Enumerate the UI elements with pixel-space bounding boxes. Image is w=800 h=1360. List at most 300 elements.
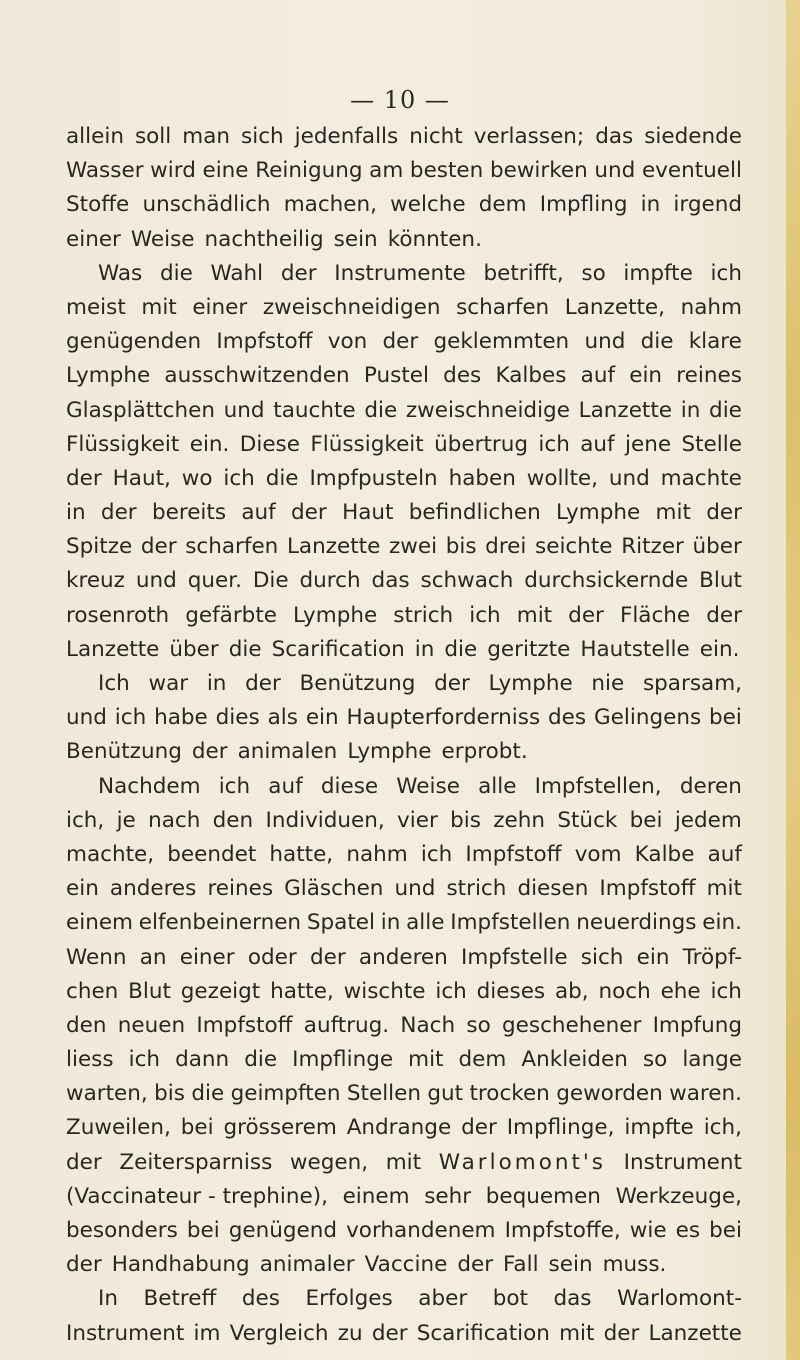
word: strich [393, 602, 454, 628]
word: geschehener [502, 1012, 642, 1038]
word: durchsickernde [524, 568, 689, 594]
word: sein [333, 226, 378, 252]
word: betrifft, [483, 260, 564, 286]
word: mit [516, 602, 553, 628]
word: der [100, 500, 137, 526]
word: in [206, 671, 227, 696]
word: geklemmten [433, 329, 570, 355]
word: auf [580, 431, 615, 457]
word: Ich [98, 671, 130, 696]
word: diesen [517, 876, 589, 902]
word: des [241, 1286, 280, 1312]
word: Andrange [346, 1115, 452, 1141]
text-line [66, 633, 742, 667]
word: unschädlich [142, 192, 271, 218]
word: der [66, 465, 102, 491]
word: impfte [623, 260, 693, 286]
word: nach [148, 807, 201, 833]
word: und [394, 876, 436, 902]
word: Flüssigkeit [66, 431, 180, 457]
word: und [66, 705, 107, 731]
word: ab, [554, 978, 589, 1004]
word: der [140, 534, 177, 560]
word: trocken [469, 1081, 550, 1107]
word: Benützung [66, 739, 182, 765]
word: welche [390, 192, 466, 218]
text-line [66, 394, 742, 428]
word: Pustel [363, 363, 429, 389]
word: hatte, [269, 841, 334, 867]
word: Die [252, 568, 289, 594]
word: Weise [396, 773, 460, 799]
word: des [443, 363, 482, 389]
word: die [159, 260, 193, 286]
word: wollte, [526, 465, 598, 491]
page-number: — 10 — [350, 86, 450, 114]
word: machte [660, 465, 742, 491]
word: Impfstelle [461, 944, 568, 970]
word: jedem [674, 807, 742, 833]
word: Impfung [652, 1012, 742, 1038]
word: Gläschen [284, 876, 384, 902]
word: Stoffe [66, 192, 130, 218]
word: Impfstoff [196, 1012, 293, 1038]
word: Lanzette [66, 636, 160, 662]
word: seichte [535, 534, 613, 560]
word: auf [707, 841, 742, 867]
word: habe [154, 705, 208, 731]
word: so [642, 1047, 668, 1073]
word: gezeigt [180, 978, 261, 1004]
word: Impfpusteln [309, 465, 438, 491]
word: sich [580, 944, 624, 970]
word: neuen [117, 1012, 186, 1038]
word: wegen, [289, 1149, 369, 1175]
word: Haut [342, 500, 394, 526]
word: und [608, 465, 650, 491]
word: Wahl [210, 260, 264, 286]
word: Impfstellen, [534, 773, 662, 799]
word: Haut, [112, 465, 171, 491]
word: ein. [702, 910, 742, 936]
word: Impflinge, [506, 1115, 615, 1141]
word: so [581, 260, 606, 286]
text-line [66, 804, 742, 838]
word: ich [538, 431, 570, 457]
word: auf [580, 363, 616, 389]
word: Diese [239, 431, 300, 457]
word: Nach [400, 1012, 456, 1038]
word: könnten. [387, 226, 482, 252]
word: besonders [66, 1218, 178, 1243]
word: ich [710, 978, 742, 1004]
word: Tröpf- [682, 944, 742, 970]
word: Glasplättchen [66, 397, 215, 423]
word: in [680, 397, 701, 423]
word: auf [241, 500, 276, 526]
word: Lymphe [347, 739, 432, 765]
text-line [66, 1146, 742, 1180]
word: der [291, 500, 327, 526]
word: mit [655, 500, 691, 526]
word: Kalbe [634, 841, 695, 867]
word: über [692, 534, 742, 560]
word: Impfling [539, 192, 628, 218]
word: ich [710, 260, 742, 286]
word: nie [591, 671, 625, 696]
word: liess [66, 1047, 114, 1073]
text-line [66, 291, 742, 325]
word: Blut [128, 978, 171, 1004]
text-line [66, 872, 742, 906]
word: rosenroth [66, 602, 170, 628]
word: der [66, 1252, 102, 1278]
word: auf [268, 773, 303, 799]
word: Lanzette [578, 397, 673, 423]
text-line [66, 223, 742, 257]
text-line [66, 667, 742, 701]
text-line [66, 941, 742, 975]
word: der [66, 1149, 102, 1175]
word: einem [66, 910, 133, 936]
word: Individuen, [265, 807, 385, 833]
word: ein [629, 363, 663, 389]
word: animaler [259, 1252, 355, 1278]
word: muss. [602, 1252, 667, 1278]
word: In [98, 1286, 118, 1312]
word: Scarification [416, 1320, 550, 1346]
word: mit [385, 1149, 422, 1175]
word: impfte [624, 1115, 694, 1141]
word: Stück [557, 807, 618, 833]
word: den [66, 1012, 107, 1038]
word: Impfstoff [465, 841, 562, 867]
word: Haupterforderniss [346, 705, 541, 731]
word: bot [492, 1286, 528, 1312]
word: als [267, 705, 298, 731]
word: ein [66, 876, 99, 902]
word: bequemen [485, 1183, 601, 1209]
word: schwach [420, 568, 514, 594]
text-line [66, 530, 742, 564]
word: sich [241, 124, 284, 149]
word: einer [192, 294, 248, 320]
text-line [66, 599, 742, 633]
word: man [182, 124, 231, 149]
text-line [66, 1214, 742, 1248]
word: im [193, 1320, 221, 1346]
word: Lymphe [66, 363, 151, 389]
word: bis [445, 534, 477, 560]
word: Gelingens [593, 705, 702, 731]
word: ich [435, 978, 467, 1004]
word: lange [682, 1047, 742, 1073]
word: Fall [503, 1252, 539, 1278]
text-line [66, 154, 742, 188]
word: bewirken [489, 158, 588, 184]
word: gut [427, 1081, 464, 1107]
word: die [191, 1081, 225, 1107]
text-line [66, 906, 742, 940]
word: animalen [237, 739, 338, 765]
word: die [640, 329, 674, 355]
word: Spitze [66, 534, 133, 560]
word: Lymphe [488, 671, 573, 696]
body-text [66, 120, 742, 1351]
word: ich [128, 1047, 161, 1073]
word: allein [66, 124, 124, 149]
word: dann [175, 1047, 230, 1073]
word: den [212, 807, 254, 833]
text-line [66, 428, 742, 462]
word: (Vaccinateur - trephine), [66, 1183, 328, 1209]
word: strich [446, 876, 507, 902]
word: ehe [660, 978, 701, 1004]
word: der [245, 671, 281, 696]
word: machte, [66, 841, 155, 867]
word: der [191, 739, 228, 765]
word: vorhandenem [346, 1218, 496, 1243]
word: mit [141, 294, 177, 320]
word: drei [485, 534, 527, 560]
word: Lanzette [648, 1320, 742, 1346]
word: der [309, 944, 346, 970]
word: besten [409, 158, 484, 184]
word: zweischneidige [405, 397, 570, 423]
word: Weise [130, 226, 195, 252]
word: Wasser [66, 158, 144, 184]
word: je [116, 807, 136, 833]
word: oder [247, 944, 297, 970]
word: ein [636, 944, 670, 970]
word: ich [223, 465, 255, 491]
text-line [66, 564, 742, 598]
word: der [603, 1320, 640, 1346]
word: Impfstoffe, [504, 1218, 621, 1243]
word: geworden [556, 1081, 663, 1107]
word: bei [180, 1115, 214, 1141]
word: mit [559, 1320, 595, 1346]
word: reines [207, 876, 274, 902]
word: sehr [424, 1183, 472, 1209]
word: Ritzer [621, 534, 684, 560]
word: zweischneidigen [262, 294, 441, 320]
word: über [169, 636, 219, 662]
word: bereits [151, 500, 227, 526]
word: Hautstelle [580, 636, 690, 662]
word: so [466, 1012, 491, 1038]
word: am [369, 158, 404, 184]
text-line [66, 462, 742, 496]
word: eine [202, 158, 249, 184]
word: ich, [703, 1115, 742, 1141]
word: einem [342, 1183, 410, 1209]
word: Reinigung [255, 158, 363, 184]
word: befindlichen [408, 500, 541, 526]
word: quer. [187, 568, 242, 594]
word: aber [418, 1286, 468, 1312]
word: ich [420, 841, 453, 867]
word: zwei [388, 534, 438, 560]
word: Fläche [619, 602, 691, 628]
word: eventuell [641, 158, 742, 184]
word: genügend [228, 1218, 338, 1243]
word: wischte [343, 978, 426, 1004]
text-line [66, 1077, 742, 1111]
word: Benützung [299, 671, 416, 696]
text-line [66, 770, 742, 804]
word: der [568, 602, 604, 628]
word: Zuweilen, [66, 1115, 171, 1141]
word: Erfolges [305, 1286, 393, 1312]
text-line [66, 838, 742, 872]
word: der [280, 260, 317, 286]
word: Wenn [66, 944, 127, 970]
word: Lanzette, [564, 294, 665, 320]
word: Werkzeuge, [615, 1183, 742, 1209]
word: die [228, 636, 262, 662]
word: soll [134, 124, 172, 149]
word: nahm [680, 294, 742, 320]
page-edge [786, 0, 800, 1360]
word: dem [458, 1047, 507, 1073]
word: von [327, 329, 368, 355]
word: waren. [669, 1081, 742, 1107]
word: diese [320, 773, 379, 799]
word: noch [598, 978, 651, 1004]
word: Flüssigkeit [310, 431, 424, 457]
word: grösserem [223, 1115, 337, 1141]
word: und [594, 158, 636, 184]
word: der [461, 1115, 497, 1141]
text-line [66, 325, 742, 359]
text-line [66, 975, 742, 1009]
word: Warlomont's [438, 1149, 607, 1175]
word: nahm [346, 841, 408, 867]
word: hatte, [270, 978, 334, 1004]
word: machen, [283, 192, 377, 218]
word: der [371, 1320, 408, 1346]
word: kreuz [66, 568, 125, 594]
word: scharfen [185, 534, 279, 560]
word: Lymphe [556, 500, 641, 526]
word: Nachdem [98, 773, 201, 799]
word: jene [625, 431, 672, 457]
word: meist [66, 294, 126, 320]
word: zehn [493, 807, 546, 833]
word: die [709, 397, 742, 423]
text-line [66, 701, 742, 735]
word: irgend [673, 192, 742, 218]
word: auftrug. [303, 1012, 390, 1038]
word: des [548, 705, 587, 731]
word: alle [406, 910, 445, 936]
word: haben [448, 465, 516, 491]
word: Lymphe [293, 602, 378, 628]
word: Stelle [681, 431, 742, 457]
text-line [66, 1180, 742, 1214]
word: anderes [109, 876, 197, 902]
text-line [66, 1282, 742, 1316]
word: bei [709, 705, 742, 731]
word: scharfen [456, 294, 550, 320]
word: dem [478, 192, 527, 218]
word: vier [397, 807, 438, 833]
word: Ankleiden [521, 1047, 628, 1073]
text-line [66, 1317, 742, 1351]
word: die [364, 397, 398, 423]
word: Blut [699, 568, 742, 594]
text-line [66, 1248, 742, 1282]
word: tauchte [273, 397, 356, 423]
word: in [414, 636, 435, 662]
word: gefärbte [185, 602, 277, 628]
word: Warlomont- [617, 1286, 742, 1312]
text-line [66, 188, 742, 222]
word: und [584, 329, 626, 355]
word: jedenfalls [294, 124, 399, 149]
word: Impfstoff [599, 876, 696, 902]
text-line [66, 1043, 742, 1077]
word: in [380, 910, 401, 936]
word: vom [574, 841, 622, 867]
text-line [66, 120, 742, 154]
word: mit [408, 1047, 444, 1073]
word: Scarification [271, 636, 405, 662]
word: sparsam, [642, 671, 742, 696]
word: bei [186, 1218, 220, 1243]
word: in [640, 192, 661, 218]
word: an [139, 944, 167, 970]
word: wo [181, 465, 213, 491]
word: ich, [66, 807, 105, 833]
word: Betreff [143, 1286, 217, 1312]
word: anderen [358, 944, 448, 970]
word: sein [548, 1252, 593, 1278]
word: wie [629, 1218, 667, 1243]
word: zu [337, 1320, 363, 1346]
word: neuerdings [576, 910, 697, 936]
word: bei [629, 807, 663, 833]
word: und [135, 568, 177, 594]
word: nachtheilig [204, 226, 324, 252]
word: bis [450, 807, 481, 833]
word: nicht [409, 124, 463, 149]
word: geritzte [487, 636, 571, 662]
word: die [244, 1047, 278, 1073]
word: alle [478, 773, 517, 799]
word: genügenden [66, 329, 202, 355]
text-line [66, 1009, 742, 1043]
word: Impflinge [292, 1047, 394, 1073]
word: ein. [189, 431, 230, 457]
word: ich [469, 602, 501, 628]
word: einer [66, 226, 121, 252]
word: Was [98, 260, 143, 286]
word: ein. [699, 636, 740, 662]
word: Vergleich [229, 1320, 329, 1346]
word: Kalbes [495, 363, 567, 389]
word: Instrument [623, 1149, 742, 1175]
word: Lanzette [286, 534, 381, 560]
word: Spatel [306, 910, 375, 936]
word: der [434, 671, 470, 696]
word: der [457, 1252, 494, 1278]
word: warten, [66, 1081, 148, 1107]
word: die [265, 465, 299, 491]
word: reines [676, 363, 742, 389]
word: in [66, 500, 86, 526]
